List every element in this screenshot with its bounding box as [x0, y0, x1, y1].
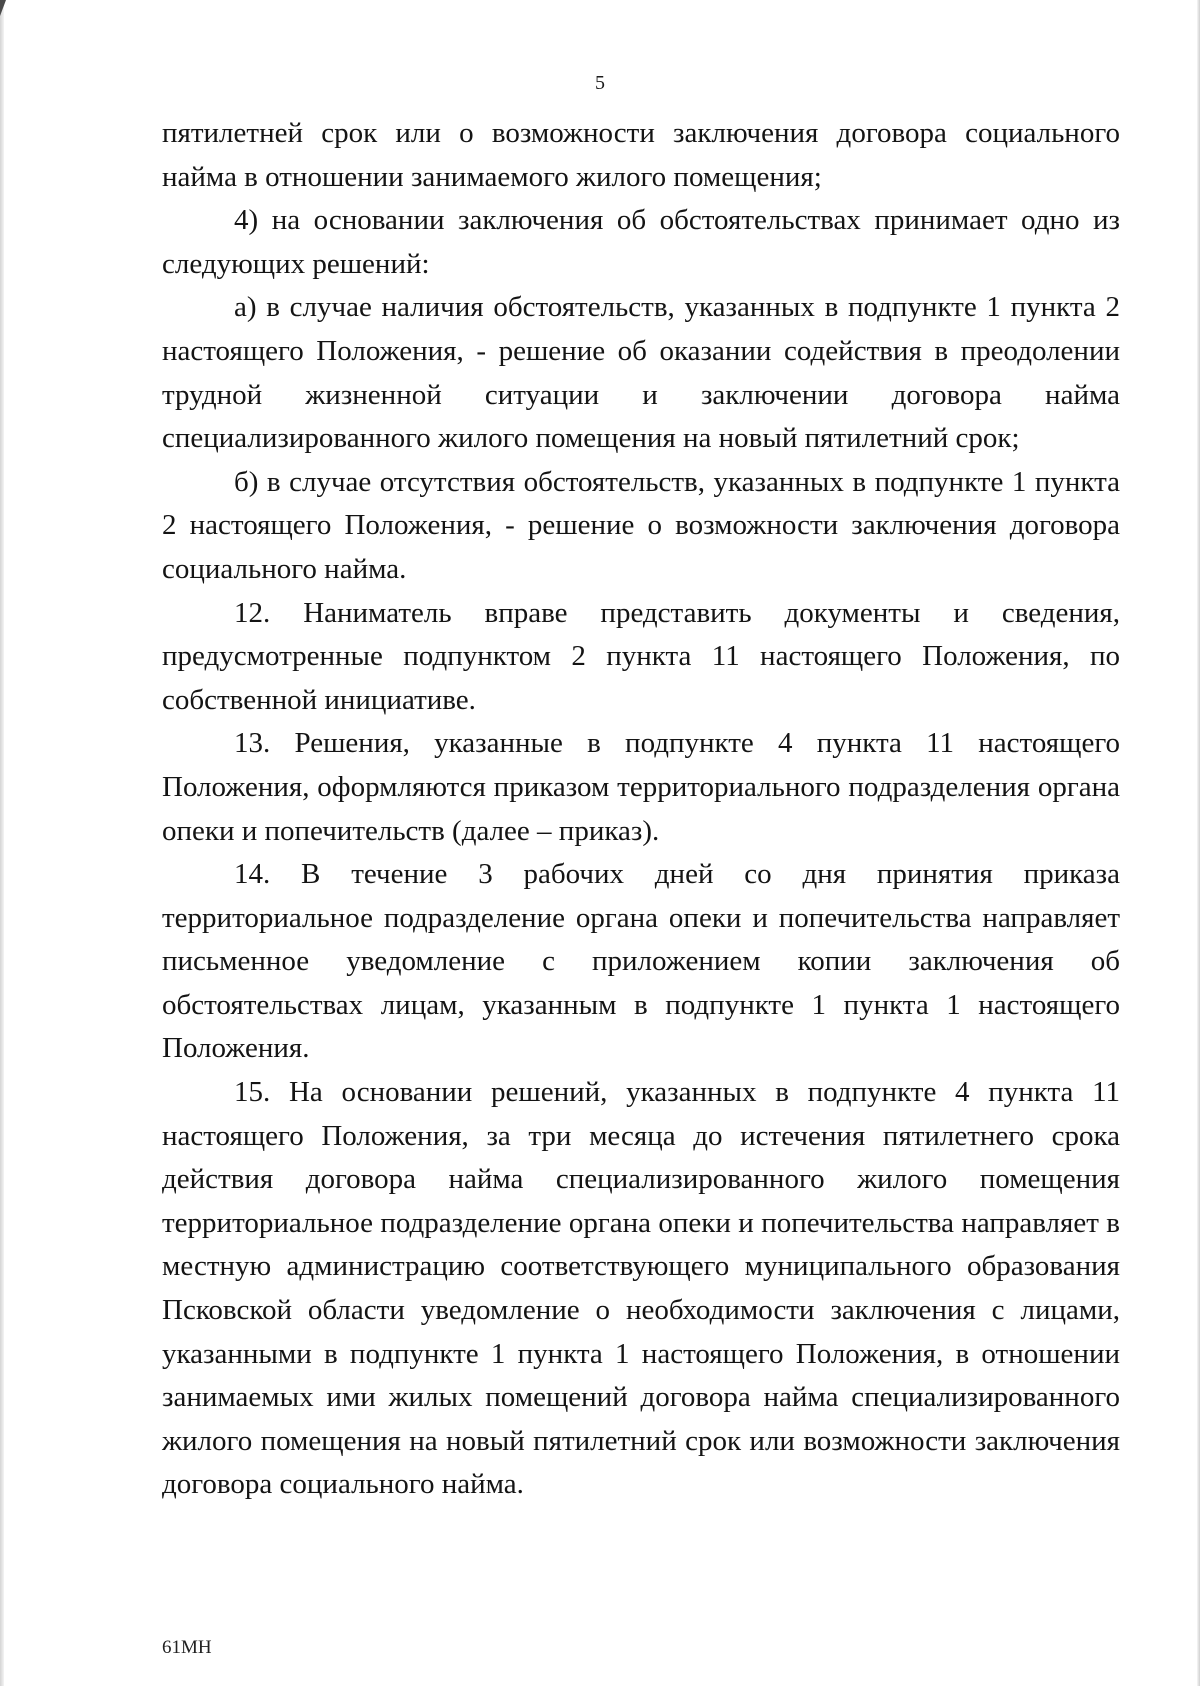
paragraph-subitem-b: б) в случае отсутствия обстоятельств, указанных в подпункте 1 пункта 2 настоящего Положения, - решение о возможности заключения договора социального найма.	[162, 465, 1120, 585]
paragraph-item-15: 15. На основании решений, указанных в подпункте 4 пункта 11 настоящего Положения, за три месяца до истечения пятилетнего срока действия договора найма специализированного жилого помещения территориальное подразделение органа опеки и попечительства направляет в местную администрацию соответствующего муниципального образования Псковской области уведомление о необходимости заключения с лицами, указанными в подпункте 1 пункта 1 настоящего Положения, в отношении занимаемых ими жилых помещений договора найма специализированного жилого помещения на новый пятилетний срок или возможности заключения договора социального найма.	[162, 1076, 1120, 1501]
paragraph-subitem-a: а) в случае наличия обстоятельств, указанных в подпункте 1 пункта 2 настоящего Положения, - решение об оказании содействия в преодолении трудной жизненной ситуации и заключении договора найма специализированного жилого помещения на новый пятилетний срок;	[162, 291, 1120, 455]
paragraph-subitem-4: 4) на основании заключения об обстоятельствах принимает одно из следующих решений:	[162, 204, 1120, 280]
paragraph-item-12: 12. Наниматель вправе представить документы и сведения, предусмотренные подпунктом 2 пункта 11 настоящего Положения, по собственной инициативе.	[162, 596, 1120, 716]
paragraph-continuation: пятилетней срок или о возможности заключения договора социального найма в отношении занимаемого жилого помещения;	[162, 117, 1120, 193]
paragraph-item-13: 13. Решения, указанные в подпункте 4 пункта 11 настоящего Положения, оформляются приказом территориального подразделения органа опеки и попечительств (далее – приказ).	[162, 727, 1120, 847]
footer-document-code: 61МН	[162, 1637, 212, 1658]
page-number: 5	[595, 72, 605, 94]
scan-corner-mark	[0, 0, 6, 16]
scan-edge-left	[0, 0, 4, 1686]
paragraph-item-14: 14. В течение 3 рабочих дней со дня принятия приказа территориальное подразделение органа опеки и попечительства направляет письменное уведомление с приложением копии заключения об обстоятельствах лицам, указанным в подпункте 1 пункта 1 настоящего Положения.	[162, 858, 1120, 1065]
document-body	[162, 112, 1120, 1507]
